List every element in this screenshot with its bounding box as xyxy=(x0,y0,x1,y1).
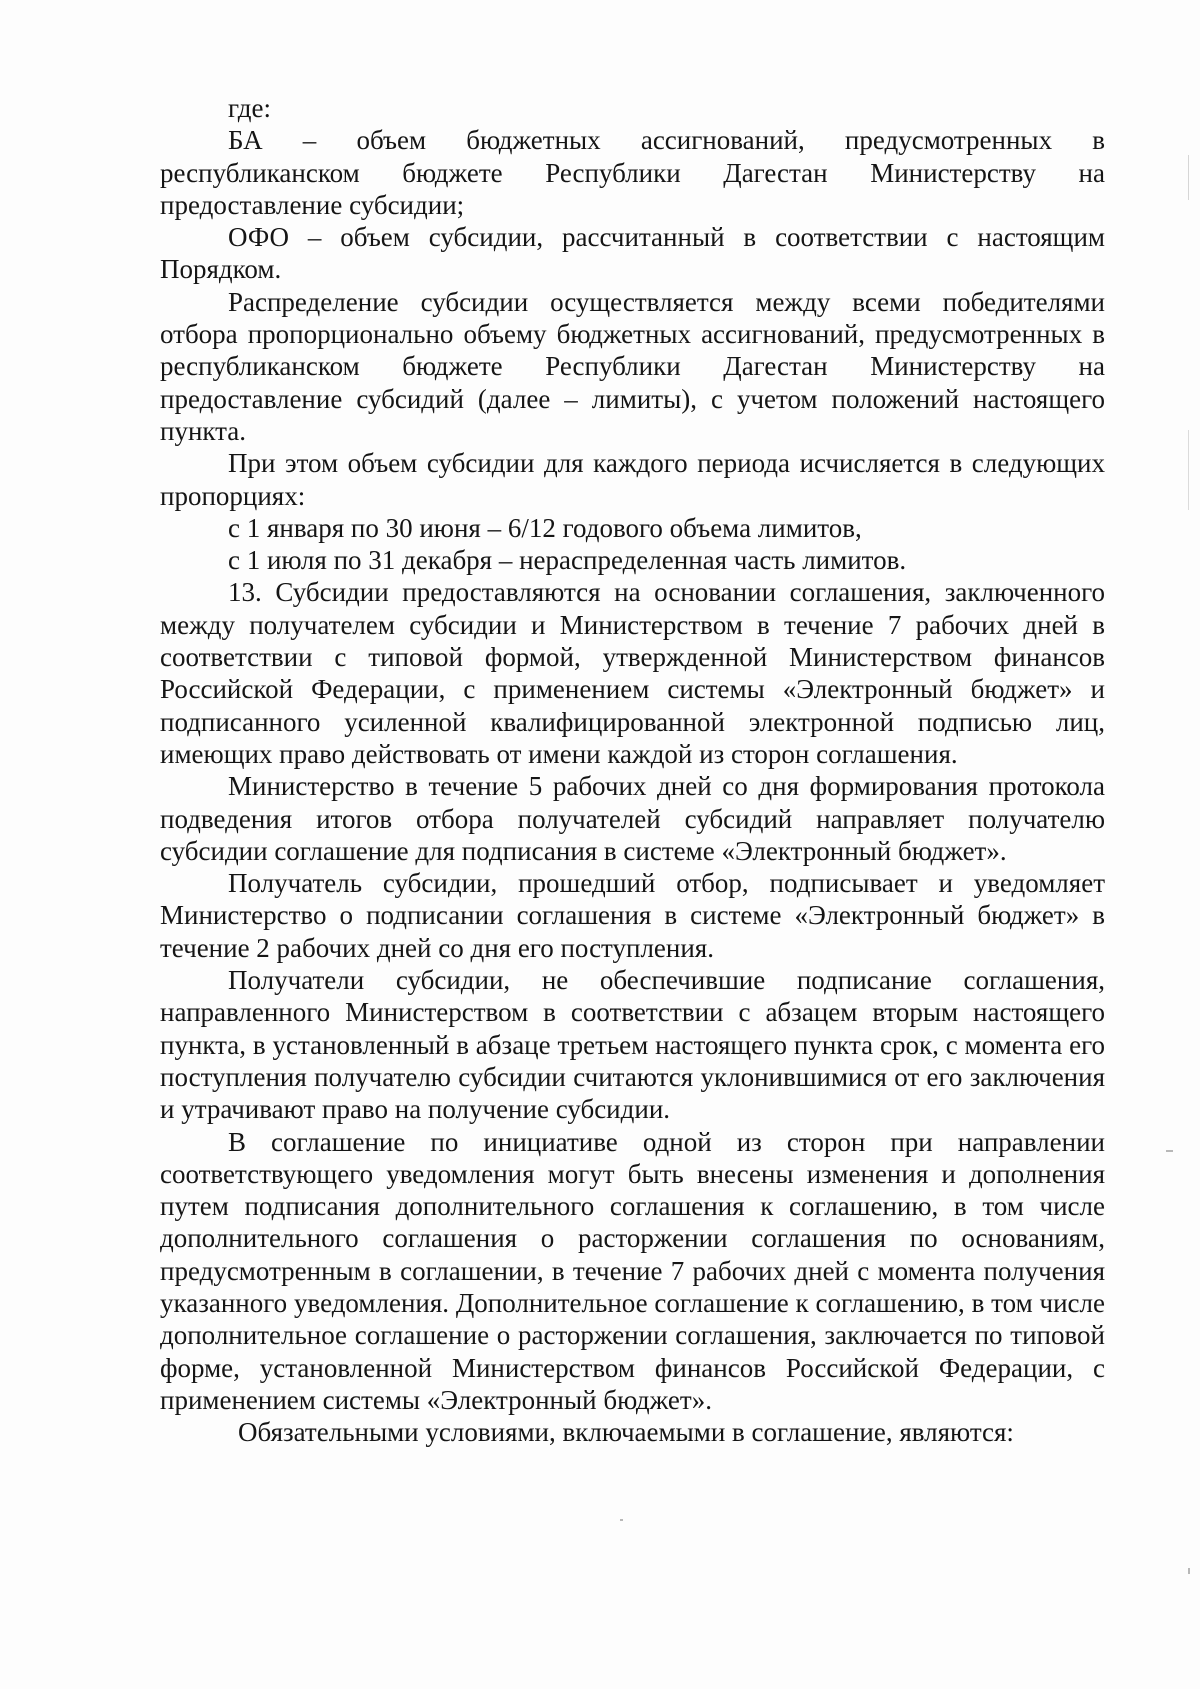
paragraph-proportions: При этом объем субсидии для каждого периода исчисляется в следующих пропорциях: xyxy=(160,448,1105,511)
scan-artifact-right-1 xyxy=(1188,155,1189,200)
document-body xyxy=(160,92,1105,1448)
paragraph-ministry-sends-agreement: Министерство в течение 5 рабочих дней со дня формирования протокола подведения итогов отбора получателей субсидий направляет получателю субсидии соглашение для подписания в системе «Электронный бюджет». xyxy=(160,771,1105,866)
scan-artifact-right-3 xyxy=(1166,1150,1173,1152)
paragraph-recipients-evading: Получатели субсидии, не обеспечившие подписание соглашения, направленного Министерством в соответствии с абзацем вторым настоящего пункта, в установленный в абзаце третьем настоящего пункта срок, с момента его поступления получателю субсидии считаются уклонившимися от его заключения и утрачивают право на получение субсидии. xyxy=(160,965,1105,1125)
paragraph-period-second-half: с 1 июля по 31 декабря – нераспределенная часть лимитов. xyxy=(228,545,907,576)
paragraph-recipient-signs: Получатель субсидии, прошедший отбор, подписывает и уведомляет Министерство о подписании соглашения в системе «Электронный бюджет» в течение 2 рабочих дней со дня его поступления. xyxy=(160,868,1105,963)
paragraph-period-first-half: с 1 января по 30 июня – 6/12 годового объема лимитов, xyxy=(228,512,862,543)
paragraph-where: где: xyxy=(228,93,271,123)
paragraph-mandatory-conditions: Обязательными условиями, включаемыми в соглашение, являются: xyxy=(238,1417,1014,1448)
paragraph-ofo-definition: ОФО – объем субсидии, рассчитанный в соответствии с настоящим Порядком. xyxy=(160,222,1105,285)
scan-artifact-bottom-1 xyxy=(620,1519,623,1521)
paragraph-distribution: Распределение субсидии осуществляется между всеми победителями отбора пропорционально объему бюджетных ассигнований, предусмотренных в республиканском бюджете Республики Дагестан Министерству на предоставление субсидий (далее – лимиты), с учетом положений настоящего пункта. xyxy=(160,286,1105,446)
paragraph-ba-definition: БА – объем бюджетных ассигнований, предусмотренных в республиканском бюджете Республики Дагестан Министерству на предоставление субсидии; xyxy=(160,125,1105,220)
paragraph-clause-13: 13. Субсидии предоставляются на основании соглашения, заключенного между получателем субсидии и Министерством в течение 7 рабочих дней в соответствии с типовой формой, утвержденной Министерством финансов Российской Федерации, с применением системы «Электронный бюджет» и подписанного усиленной квалифицированной электронной подписью лиц, имеющих право действовать от имени каждой из сторон соглашения. xyxy=(160,577,1105,769)
scan-artifact-right-4 xyxy=(1188,1568,1190,1574)
scan-artifact-right-2 xyxy=(1188,430,1189,510)
paragraph-amendments: В соглашение по инициативе одной из сторон при направлении соответствующего уведомления могут быть внесены изменения и дополнения путем подписания дополнительного соглашения к соглашению, в том числе дополнительного соглашения о расторжении соглашения по основаниям, предусмотренным в соглашении, в течение 7 рабочих дней с момента получения указанного уведомления. Дополнительное соглашение к соглашению, в том числе дополнительное соглашение о расторжении соглашения, заключается по типовой форме, установленной Министерством финансов Российской Федерации, с применением системы «Электронный бюджет». xyxy=(160,1126,1105,1415)
